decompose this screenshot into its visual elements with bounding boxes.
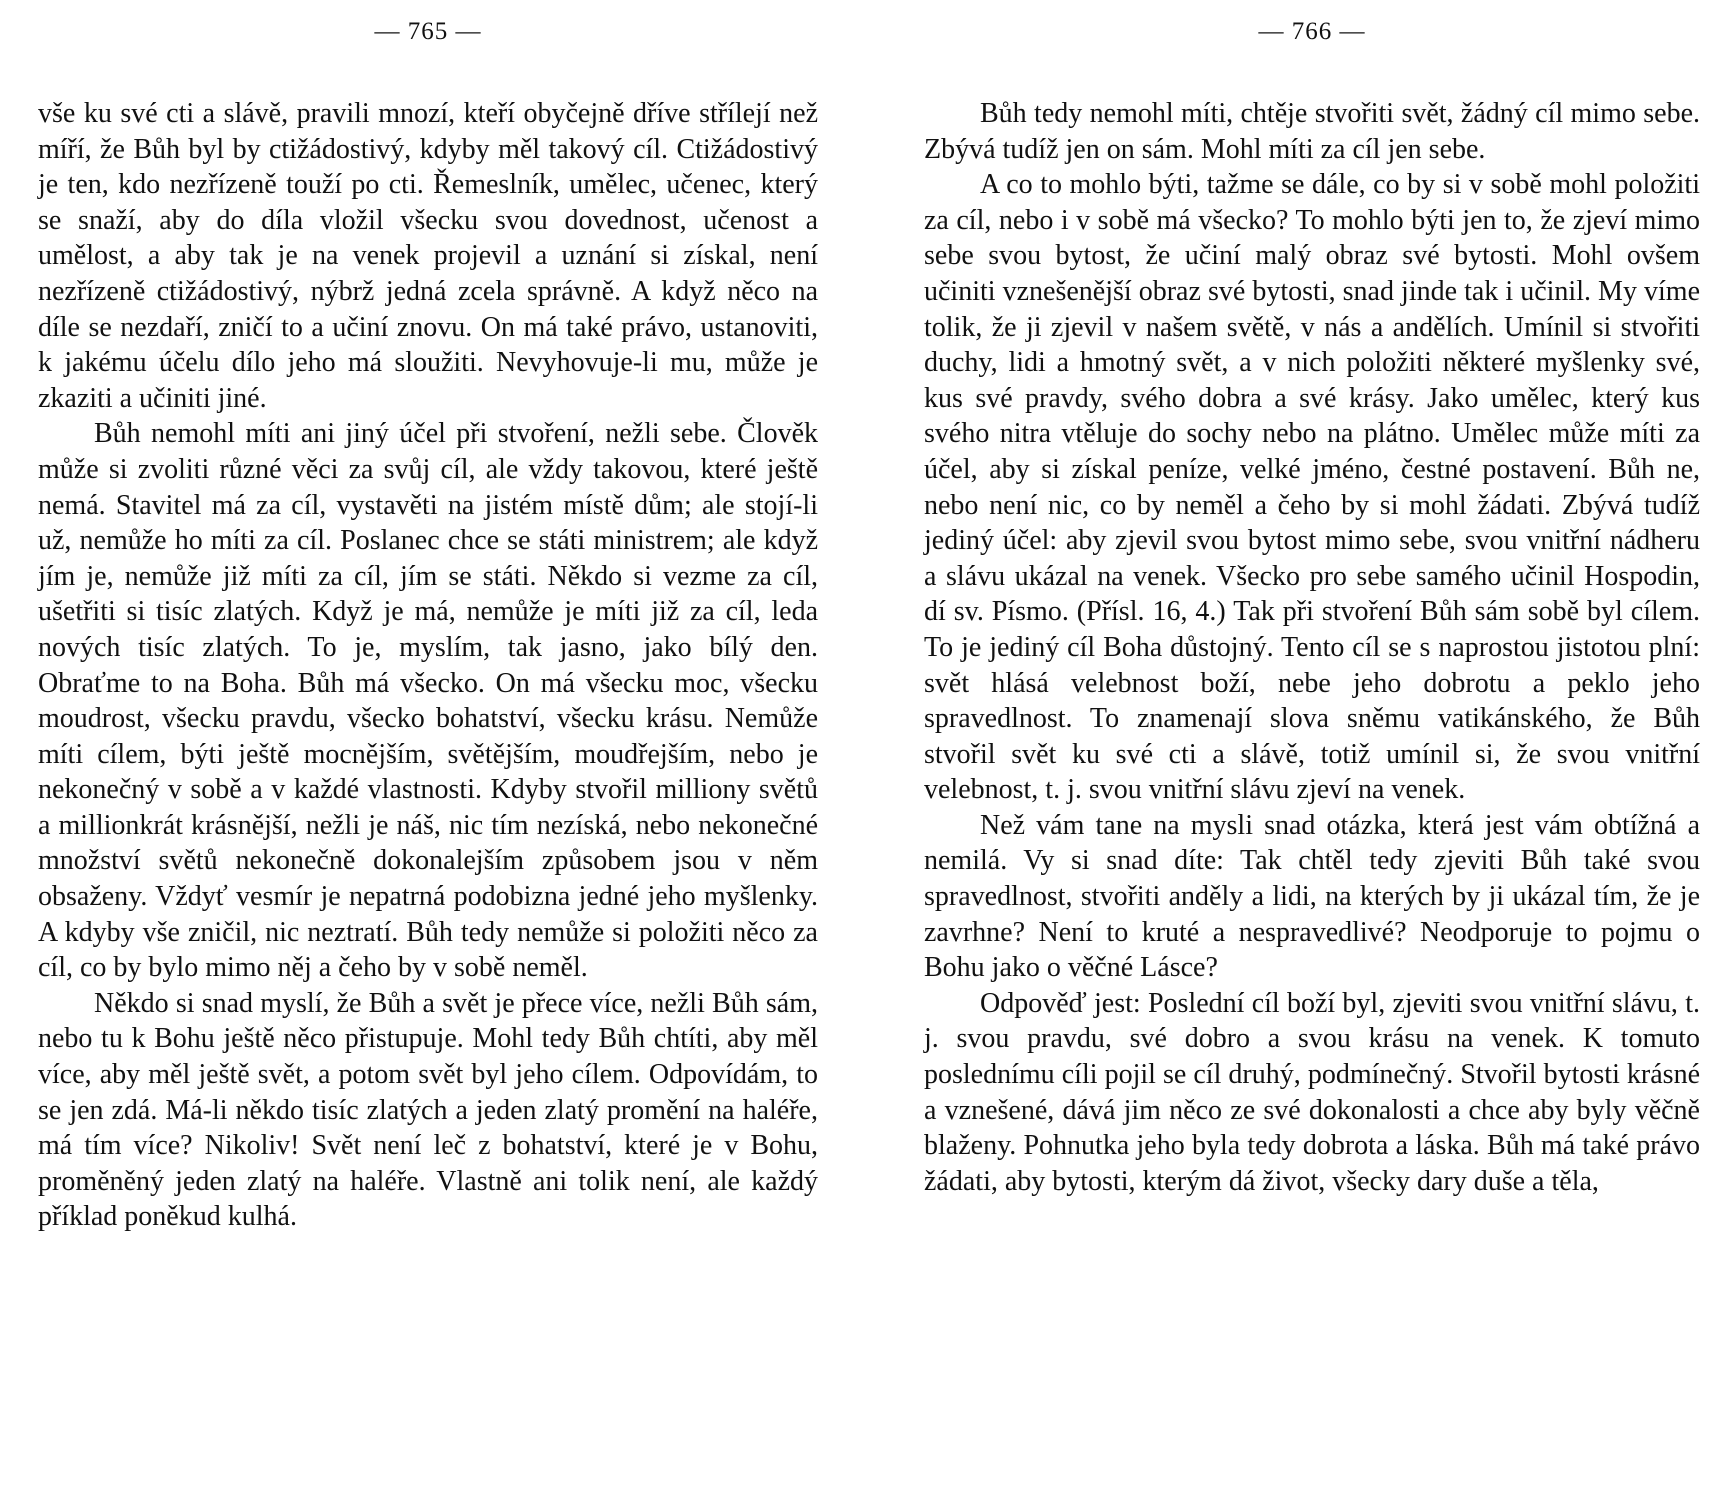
paragraph: Odpověď jest: Poslední cíl boží byl, zjeviti svou vnitřní slávu, t. j. svou pravdu, své dobro a svou krásu na venek. K tomuto poslednímu cíli pojil se cíl druhý, podmínečný. Stvořil bytosti krásné a vznešené, dává jim něco ze své dokonalosti a chce aby byly věčně blaženy. Pohnutka jeho byla tedy dobrota a láska. Bůh má také právo žádati, aby bytosti, kterým dá život, všecky dary duše a těla,	[924, 987, 1700, 1197]
page-text-left	[38, 96, 818, 1235]
paragraph: A co to mohlo býti, tažme se dále, co by si v sobě mohl položiti za cíl, nebo i v sobě má všecko? To mohlo býti jen to, že zjeví mimo sebe svou bytost, že učiní malý obraz své bytosti. Mohl ovšem učiniti vznešenější obraz své bytosti, snad jinde tak i učinil. My víme tolik, že ji zjevil v našem světě, v nás a andělích. Umínil si stvořiti duchy, lidi a hmotný svět, a v nich položiti některé myšlenky své, kus své pravdy, svého dobra a své krásy. Jako umělec, který kus svého nitra vtěluje do sochy nebo na plátno. Umělec může míti za účel, aby si získal peníze, velké jméno, čestné postavení. Bůh ne, nebo není nic, co by neměl a čeho by si mohl žádati. Zbývá tudíž jediný účel: aby zjevil svou bytost mimo sebe, svou vnitřní nádheru a slávu ukázal na venek. Všecko pro sebe samého učinil Hospodin, dí sv. Písmo. (Přísl. 16, 4.) Tak při stvoření Bůh sám sobě byl cílem. To je jediný cíl Boha důstojný. Tento cíl se s naprostou jistotou plní: svět hlásá velebnost boží, nebe jeho dobrotu a peklo jeho spravedlnost. To znamenají slova sněmu vatikánského, že Bůh stvořil svět ku své cti a slávě, totiž umínil si, že svou vnitřní velebnost, t. j. svou vnitřní slávu zjeví na venek.	[924, 169, 1700, 806]
paragraph: Někdo si snad myslí, že Bůh a svět je přece více, nežli Bůh sám, nebo tu k Bohu ještě něco přistupuje. Mohl tedy Bůh chtíti, aby měl více, aby měl ještě svět, a potom svět byl jeho cílem. Odpovídám, to se jen zdá. Má-li někdo tisíc zlatých a jeden zlatý promění na haléře, má tím více? Nikoliv! Svět není leč z bohatství, které je v Bohu, proměněný jeden zlatý na haléře. Vlastně ani tolik není, ale každý příklad poněkud kulhá.	[38, 987, 818, 1233]
paragraph: Než vám tane na mysli snad otázka, která jest vám obtížná a nemilá. Vy si snad díte: Tak chtěl tedy zjeviti Bůh také svou spravedlnost, stvořiti anděly a lidi, na kterých by ji ukázal tím, že je zavrhne? Není to kruté a nespravedlivé? Neodporuje to pojmu o Bohu jako o věčné Lásce?	[924, 809, 1700, 984]
paragraph: Bůh tedy nemohl míti, chtěje stvořiti svět, žádný cíl mimo sebe. Zbývá tudíž jen on sám. Mohl míti za cíl jen sebe.	[924, 98, 1700, 165]
page-number-left: — 765 —	[374, 18, 482, 45]
page-text-right	[924, 96, 1700, 1199]
paragraph: vše ku své cti a slávě, pravili mnozí, kteří obyčejně dříve střílejí než míří, že Bůh byl by ctižádostivý, kdyby měl takový cíl. Ctižádostivý je ten, kdo nezřízeně touží po cti. Řemeslník, umělec, učenec, který se snaží, aby do díla vložil všecku svou dovednost, učenost a umělost, a aby tak je na venek projevil a uznání si získal, není nezřízeně ctižádostivý, nýbrž jedná zcela správně. A když něco na díle se nezdaří, zničí to a učiní znovu. On má také právo, ustanoviti, k jakému účelu dílo jeho má sloužiti. Nevyhovuje-li mu, může je zkaziti a učiniti jiné.	[38, 98, 818, 414]
left-page	[38, 0, 818, 1500]
right-page	[924, 0, 1700, 1500]
paragraph: Bůh nemohl míti ani jiný účel při stvoření, nežli sebe. Člověk může si zvoliti různé věci za svůj cíl, ale vždy takovou, které ještě nemá. Stavitel má za cíl, vystavěti na jistém místě dům; ale stojí-li už, nemůže ho míti za cíl. Poslanec chce se státi ministrem; ale když jím je, nemůže již míti za cíl, jím se státi. Někdo si vezme za cíl, ušetřiti si tisíc zlatých. Když je má, nemůže je míti již za cíl, leda nových tisíc zlatých. To je, myslím, tak jasno, jako bílý den. Obraťme to na Boha. Bůh má všecko. On má všecku moc, všecku moudrost, všecku pravdu, všecko bohatství, všecku krásu. Nemůže míti cílem, býti ještě mocnějším, světějším, moudřejším, nebo je nekonečný v sobě a v každé vlastnosti. Kdyby stvořil milliony světů a millionkrát krásnější, nežli je náš, nic tím nezíská, nebo nekonečné množství světů nekonečně dokonalejším způsobem jsou v něm obsaženy. Vždyť vesmír je nepatrná podobizna jedné jeho myšlenky. A kdyby vše zničil, nic neztratí. Bůh tedy nemůže si položiti něco za cíl, co by bylo mimo něj a čeho by v sobě neměl.	[38, 418, 818, 984]
page-number-right: — 766 —	[1258, 18, 1366, 45]
